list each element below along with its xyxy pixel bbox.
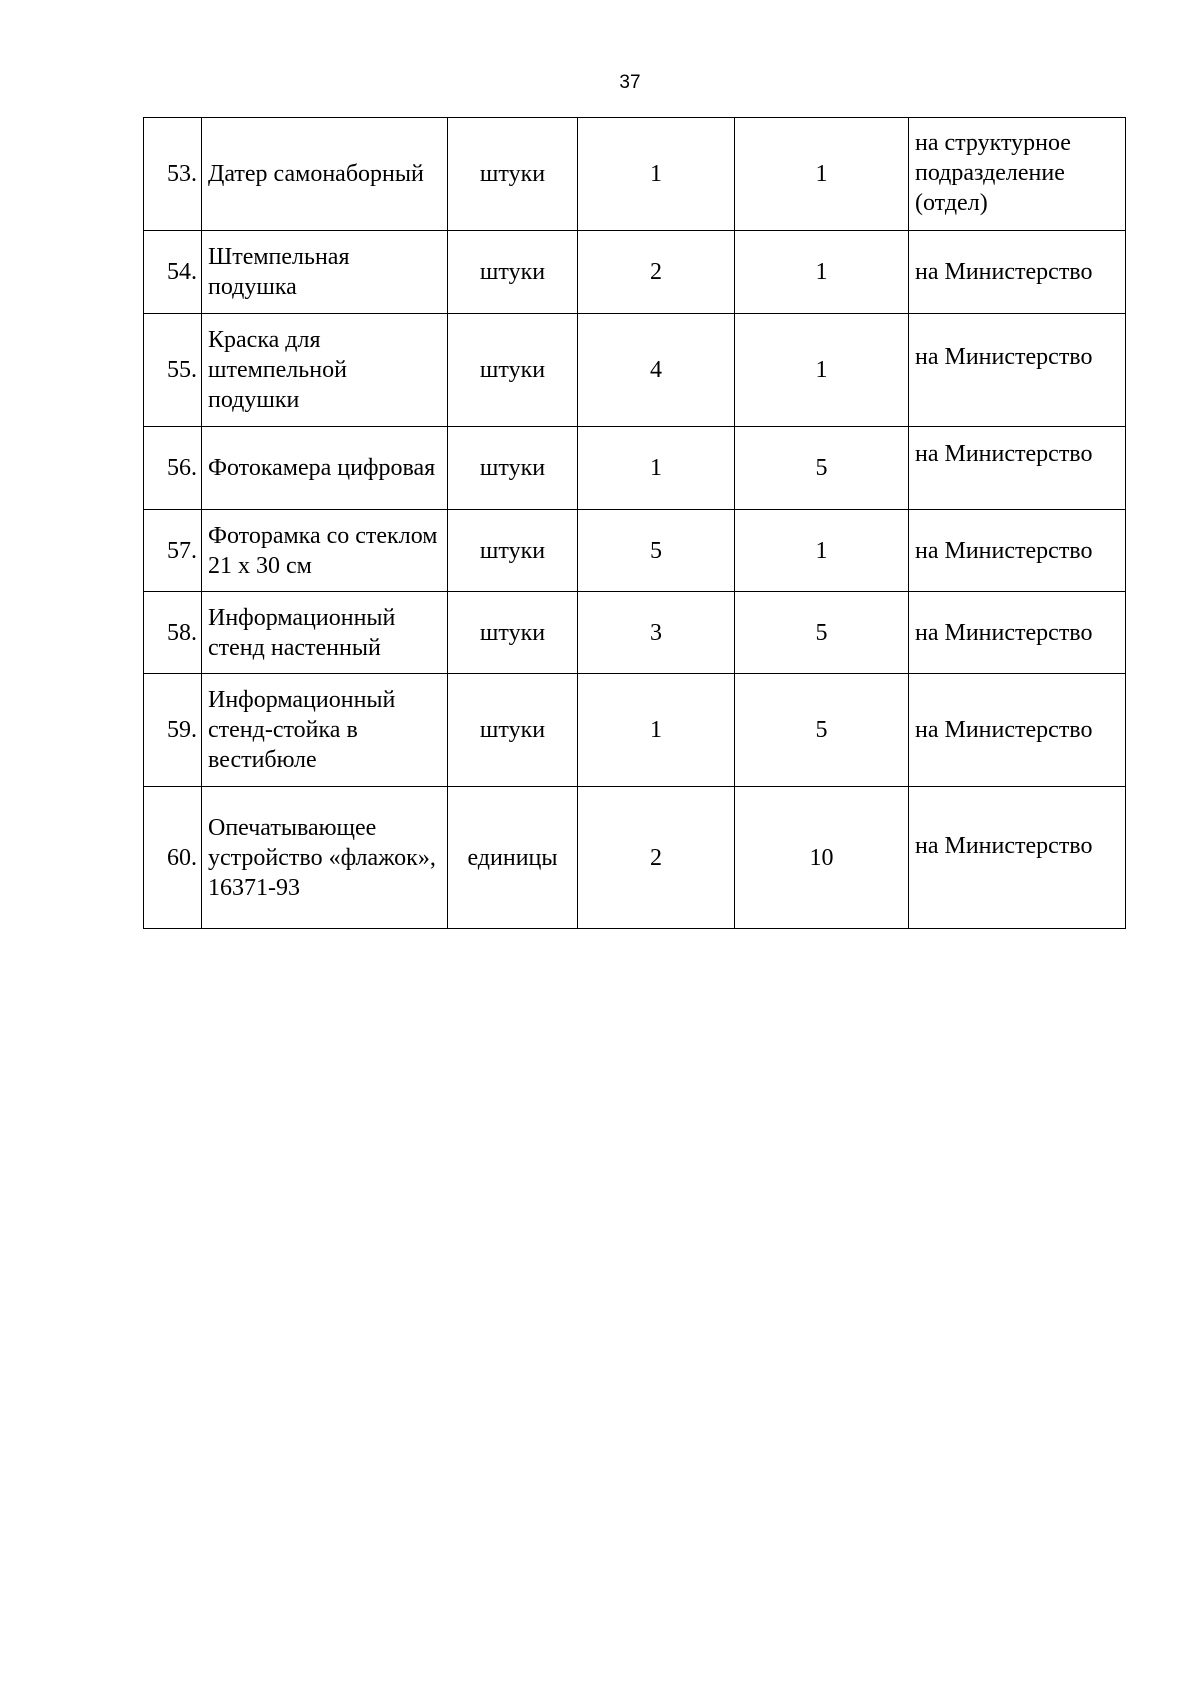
row-number: 56.: [144, 427, 202, 510]
table-row: [144, 118, 1126, 231]
page-number: 37: [619, 72, 641, 93]
item-note: на Министерство: [909, 592, 1126, 674]
item-quantity: 2: [578, 787, 735, 929]
item-unit: единицы: [448, 787, 578, 929]
item-name: Штемпельная подушка: [202, 231, 448, 314]
row-number: 54.: [144, 231, 202, 314]
item-note: на Министерство: [909, 314, 1126, 427]
item-name: Фоторамка со стеклом 21 х 30 см: [202, 510, 448, 592]
item-unit: штуки: [448, 118, 578, 231]
item-quantity: 1: [578, 427, 735, 510]
table-row: [144, 314, 1126, 427]
items-table: [143, 117, 1126, 929]
item-unit: штуки: [448, 510, 578, 592]
table-row: [144, 674, 1126, 787]
item-unit: штуки: [448, 592, 578, 674]
item-quantity: 4: [578, 314, 735, 427]
item-note: на Министерство: [909, 674, 1126, 787]
row-number: 53.: [144, 118, 202, 231]
row-number: 59.: [144, 674, 202, 787]
item-note: на Министерство: [909, 231, 1126, 314]
item-term: 1: [735, 118, 909, 231]
item-name: Опечатывающее устройство «флажок», 16371-93: [202, 787, 448, 929]
item-note: на Министерство: [909, 510, 1126, 592]
table-row: [144, 510, 1126, 592]
item-unit: штуки: [448, 674, 578, 787]
item-term: 5: [735, 427, 909, 510]
row-number: 55.: [144, 314, 202, 427]
item-quantity: 2: [578, 231, 735, 314]
table-row: [144, 592, 1126, 674]
item-unit: штуки: [448, 314, 578, 427]
table-row: [144, 427, 1126, 510]
item-term: 1: [735, 231, 909, 314]
item-unit: штуки: [448, 427, 578, 510]
item-name: Краска для штемпельной подушки: [202, 314, 448, 427]
table-row: [144, 231, 1126, 314]
row-number: 60.: [144, 787, 202, 929]
item-name: Информационный стенд настенный: [202, 592, 448, 674]
item-quantity: 1: [578, 118, 735, 231]
table-row: [144, 787, 1126, 929]
item-note: на Министерство: [909, 787, 1126, 929]
item-quantity: 3: [578, 592, 735, 674]
row-number: 57.: [144, 510, 202, 592]
item-quantity: 5: [578, 510, 735, 592]
item-term: 5: [735, 674, 909, 787]
item-quantity: 1: [578, 674, 735, 787]
item-term: 10: [735, 787, 909, 929]
item-name: Фотокамера цифровая: [202, 427, 448, 510]
item-term: 1: [735, 314, 909, 427]
item-note: на Министерство: [909, 427, 1126, 510]
row-number: 58.: [144, 592, 202, 674]
item-name: Информационный стенд-стойка в вестибюле: [202, 674, 448, 787]
item-note: на структурное подразделение (отдел): [909, 118, 1126, 231]
item-name: Датер самонаборный: [202, 118, 448, 231]
item-unit: штуки: [448, 231, 578, 314]
item-term: 5: [735, 592, 909, 674]
item-term: 1: [735, 510, 909, 592]
